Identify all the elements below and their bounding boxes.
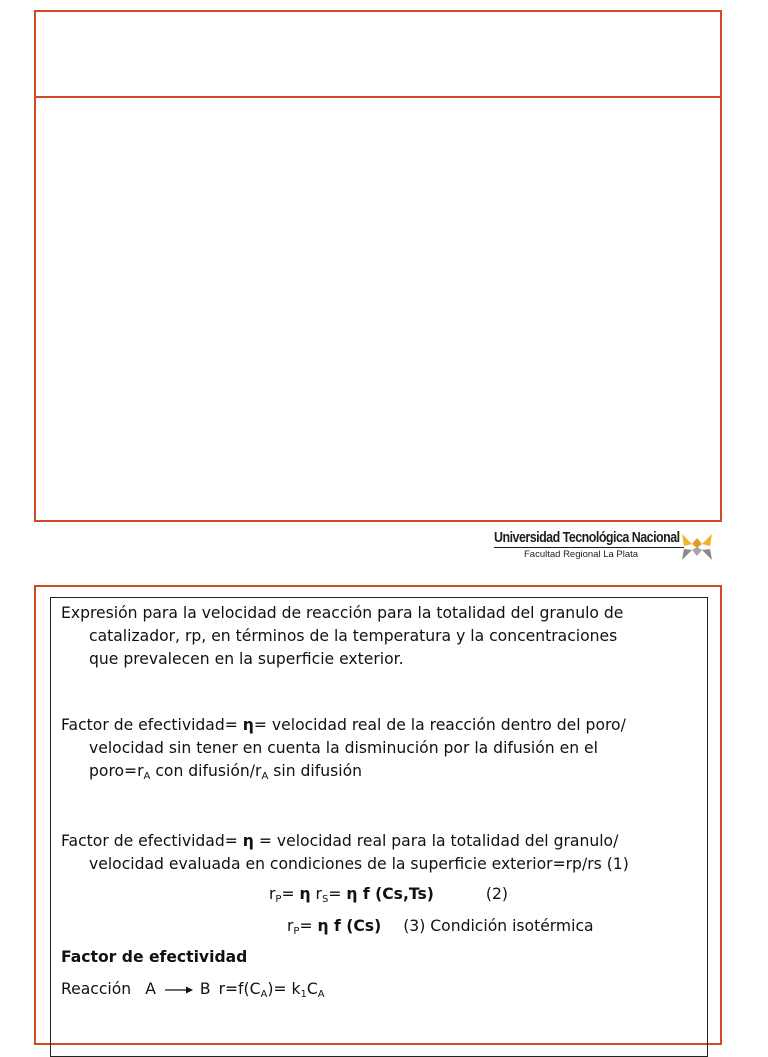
eq2-equals: = — [281, 885, 300, 903]
sub-p: P — [293, 926, 300, 937]
para2-text-a: Factor de efectividad= — [61, 716, 243, 734]
para3-text-b: = velocidad real para la totalidad del granulo/ — [253, 832, 619, 850]
eta-symbol: η — [299, 885, 311, 903]
utn-emblem-icon — [680, 530, 714, 564]
slide-bottom — [34, 585, 722, 1045]
title-divider — [36, 96, 720, 98]
eq3-r: r — [287, 917, 294, 935]
product-b: B — [199, 980, 211, 998]
para2-l3-a: poro=r — [89, 762, 144, 780]
section-heading: Factor de efectividad — [61, 948, 248, 966]
para1-line1: Expresión para la velocidad de reacción para la totalidad del granulo de — [61, 604, 624, 622]
para3-text-a: Factor de efectividad= — [61, 832, 243, 850]
equation-3 — [287, 917, 594, 935]
para2-l3-b: con difusión/r — [150, 762, 262, 780]
slide-top — [34, 10, 722, 522]
eq2-r2: r — [310, 885, 322, 903]
para1-line2: catalizador, rp, en términos de la temperatura y la concentraciones — [89, 627, 618, 645]
sub-a: A — [260, 989, 268, 1000]
rate-text-a: r=f(C — [218, 980, 261, 998]
eq3-function: η f (Cs) — [317, 917, 382, 935]
para2-line2: velocidad sin tener en cuenta la disminución por la difusión en el — [89, 739, 598, 757]
university-name: Universidad Tecnológica Nacional — [494, 530, 680, 546]
sub-p: P — [275, 894, 282, 905]
para2-text-b: = velocidad real de la reacción dentro del poro/ — [253, 716, 626, 734]
para2-line1 — [61, 714, 701, 737]
eq3-equals: = — [299, 917, 318, 935]
para3-line1 — [61, 830, 701, 853]
paragraph-effectiveness-granule — [61, 830, 701, 876]
reaction-line — [61, 980, 325, 998]
para2-l3-c: sin difusión — [268, 762, 363, 780]
sub-a: A — [261, 771, 269, 782]
rate-text-b: )= k — [267, 980, 301, 998]
eq2-function: η f (Cs,Ts) — [346, 885, 434, 903]
paragraph-expression — [61, 602, 701, 671]
equation-2 — [269, 885, 508, 903]
reactant-a: A — [145, 980, 156, 998]
content-box — [50, 597, 708, 1057]
para2-line3 — [61, 760, 701, 783]
para1-line3: que prevalecen en la superficie exterior. — [89, 650, 404, 668]
logo-underline — [494, 547, 684, 548]
eta-symbol: η — [242, 832, 254, 850]
eq2-r: r — [269, 885, 276, 903]
reaction-label: Reacción — [61, 980, 132, 998]
sub-a: A — [143, 771, 151, 782]
rate-text-c: C — [306, 980, 318, 998]
eq2-equals: = — [328, 885, 347, 903]
eq2-number: (2) — [485, 885, 508, 903]
sub-1: 1 — [300, 989, 307, 1000]
eq3-condition: (3) Condición isotérmica — [403, 917, 594, 935]
paragraph-effectiveness-definition — [61, 714, 701, 783]
faculty-name: Facultad Regional La Plata — [524, 549, 639, 560]
sub-s: S — [321, 894, 329, 905]
eta-symbol: η — [242, 716, 254, 734]
sub-a: A — [317, 989, 325, 1000]
para3-line2: velocidad evaluada en condiciones de la superficie exterior=rp/rs (1) — [89, 855, 629, 873]
arrow-right-icon — [164, 985, 194, 995]
university-logo — [494, 528, 720, 564]
